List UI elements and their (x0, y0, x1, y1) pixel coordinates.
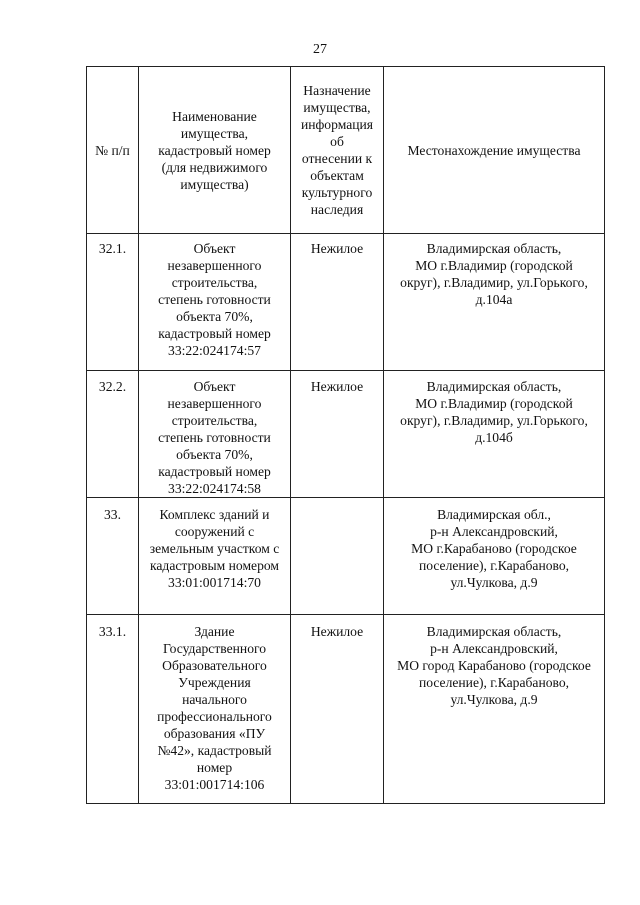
row-purpose-cell (291, 371, 384, 498)
row-purpose-cell (291, 615, 384, 804)
row-number-cell (87, 234, 139, 371)
row-name-cell (139, 615, 291, 804)
row-location-cell (384, 498, 605, 615)
page-number: 27 (313, 42, 327, 57)
row-number: 32.1. (98, 241, 127, 256)
table-row (87, 234, 605, 371)
row-location-cell (384, 234, 605, 371)
header-cell-purpose (291, 67, 384, 234)
row-location: Владимирская область, р-н Александровский, МО город Карабаново (городское поселение), г.Карабаново, ул.Чулкова, д.9 (397, 624, 591, 707)
row-number: 32.2. (98, 379, 127, 394)
row-name-cell (139, 371, 291, 498)
row-purpose: Нежилое (310, 624, 364, 639)
table-row (87, 498, 605, 615)
header-number-text: № п/п (95, 142, 130, 158)
row-purpose-cell (291, 498, 384, 615)
header-location-text: Местонахождение имущества (407, 142, 581, 158)
row-number: 33.1. (98, 624, 127, 639)
header-purpose-text: Назначение имущества, информация об отнесении к объектам культурного наследия (300, 83, 374, 217)
row-location: Владимирская область, МО г.Владимир (городской округ), г.Владимир, ул.Горького, д.104б (400, 379, 588, 445)
row-location: Владимирская обл., р-н Александровский, МО г.Карабаново (городское поселение), г.Карабаново, ул.Чулкова, д.9 (411, 507, 577, 590)
row-name: Объект незавершенного строительства, степень готовности объекта 70%, кадастровый номер 33:22:024174:58 (158, 379, 271, 496)
table-row (87, 371, 605, 498)
header-cell-number (87, 67, 139, 234)
row-purpose-cell (291, 234, 384, 371)
row-name: Объект незавершенного строительства, степень готовности объекта 70%, кадастровый номер 33:22:024174:57 (158, 241, 271, 358)
row-location-cell (384, 615, 605, 804)
row-name-cell (139, 234, 291, 371)
header-name-text: Наименование имущества, кадастровый номер (для недвижимого имущества) (158, 108, 271, 192)
row-number: 33. (104, 507, 121, 522)
header-cell-name (139, 67, 291, 234)
row-name: Здание Государственного Образовательного Учреждения начального профессионального образования «ПУ №42», кадастровый номер 33:01:001714:106 (157, 624, 272, 792)
table-row (87, 615, 605, 804)
property-table (86, 66, 605, 804)
table-header-row (87, 67, 605, 234)
row-name: Комплекс зданий и сооружений с земельным участком с кадастровым номером 33:01:001714:70 (149, 507, 280, 590)
header-cell-location (384, 67, 605, 234)
row-number-cell (87, 371, 139, 498)
row-purpose: Нежилое (310, 241, 364, 256)
row-purpose: Нежилое (310, 379, 364, 394)
row-number-cell (87, 615, 139, 804)
row-name-cell (139, 498, 291, 615)
row-location-cell (384, 371, 605, 498)
row-location: Владимирская область, МО г.Владимир (городской округ), г.Владимир, ул.Горького, д.104а (400, 241, 588, 307)
row-number-cell (87, 498, 139, 615)
